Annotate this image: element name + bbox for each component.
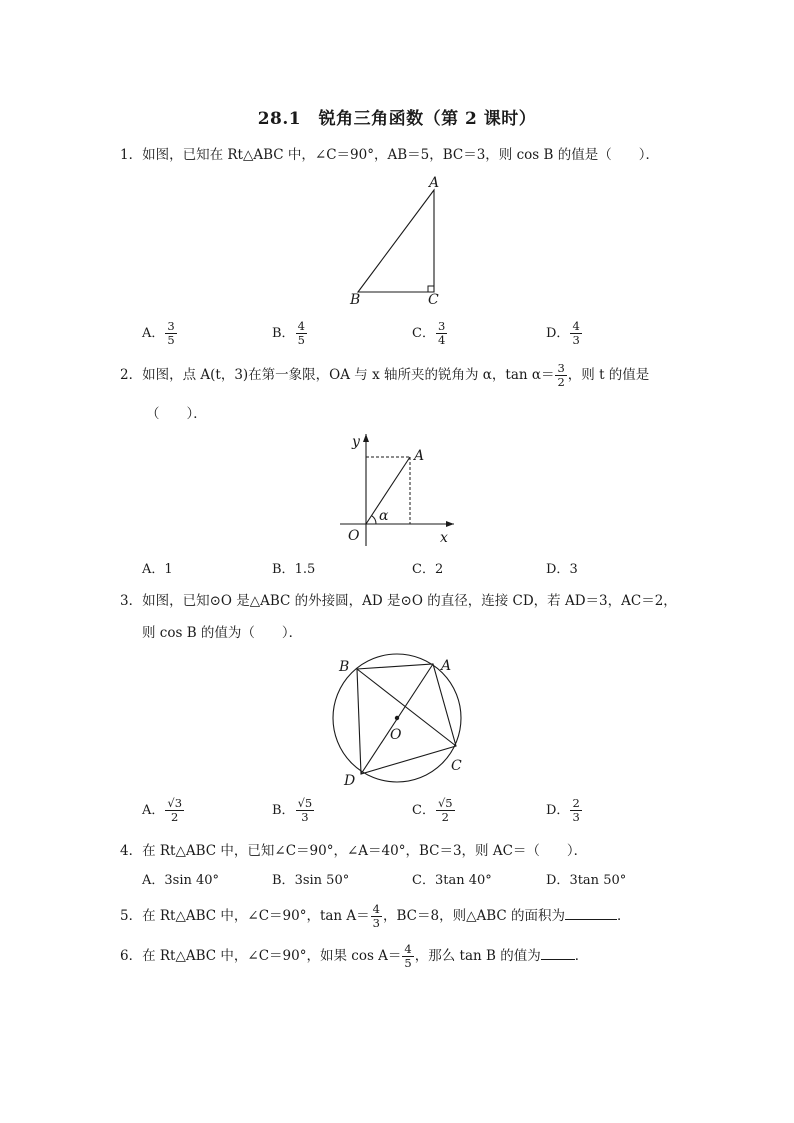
q3-option-b: B． $\frac{√5}{3}$ xyxy=(272,796,313,824)
q4-option-b: B．3sin 50° xyxy=(272,873,350,888)
label-o: O xyxy=(390,727,402,743)
q2-option-c: C．2 xyxy=(412,562,444,577)
q2-option-b: B．1.5 xyxy=(272,562,316,577)
angle-arc xyxy=(372,516,377,524)
question-2-text: 2．如图，点 A(t，3)在第一象限，OA 与 x 轴所夹的锐角为 α，tan α＝ $\frac{3}{2}$ ，则 t 的值是 xyxy=(120,361,650,389)
q1-option-a: A． $\frac{3}{5}$ xyxy=(142,319,175,347)
q2-coordinate-figure xyxy=(336,430,461,550)
question-6-text: 6．在 Rt△ABC 中，∠C＝90°，如果 cos A＝ $\frac{4}{5}$ ，那么 tan B 的值为 ． xyxy=(120,942,589,970)
label-a: A xyxy=(414,448,425,464)
label-o: O xyxy=(348,528,360,544)
q1-option-c: C． $\frac{3}{4}$ xyxy=(412,319,446,347)
q4-option-c: C．3tan 40° xyxy=(412,873,492,888)
q2-option-a: A．1 xyxy=(142,562,173,577)
label-c: C xyxy=(451,758,462,774)
center-point xyxy=(395,716,399,720)
q3-circle-figure xyxy=(322,650,482,792)
answer-blank-6[interactable] xyxy=(541,945,575,960)
triangle-abc xyxy=(358,190,434,292)
segment-bc xyxy=(357,669,456,746)
label-a: A xyxy=(429,175,440,191)
y-axis-arrow xyxy=(363,434,369,442)
q4-option-a: A．3sin 40° xyxy=(142,873,220,888)
answer-blank-5[interactable] xyxy=(565,905,617,920)
q3-option-a: A． $\frac{√3}{2}$ xyxy=(142,796,183,824)
label-alpha: α xyxy=(379,508,389,524)
label-a: A xyxy=(441,658,452,674)
question-3-line2: 则 cos B 的值为（ ）． xyxy=(142,625,303,641)
question-4-text: 4．在 Rt△ABC 中，已知∠C＝90°，∠A＝40°，BC＝3，则 AC＝（ ）． xyxy=(120,843,588,859)
page-title: 28.1 锐角三角函数（第 2 课时） xyxy=(257,109,537,129)
label-b: B xyxy=(350,292,361,308)
label-x: x xyxy=(440,530,448,546)
q1-option-b: B． $\frac{4}{5}$ xyxy=(272,319,305,347)
q1-triangle-figure xyxy=(340,170,450,310)
q3-option-c: C． $\frac{√5}{2}$ xyxy=(412,796,453,824)
question-1-text: 1．如图，已知在 Rt△ABC 中，∠C＝90°，AB＝5，BC＝3，则 cos B 的值是（ ）． xyxy=(120,147,659,163)
question-3-line1: 3．如图，已知⊙O 是△ABC 的外接圆，AD 是⊙O 的直径，连接 CD，若 AD＝3，AC＝2， xyxy=(120,593,677,609)
q4-option-d: D．3tan 50° xyxy=(546,873,627,888)
q1-option-d: D． $\frac{4}{3}$ xyxy=(546,319,580,347)
question-2-paren: （ ）． xyxy=(146,406,207,422)
question-5-text: 5．在 Rt△ABC 中，∠C＝90°，tan A＝ $\frac{4}{3}$ ，BC＝8，则△ABC 的面积为 ． xyxy=(120,902,631,930)
x-axis-arrow xyxy=(446,521,454,527)
label-d: D xyxy=(344,773,356,789)
label-y: y xyxy=(352,434,360,450)
label-c: C xyxy=(428,292,439,308)
q2-option-d: D．3 xyxy=(546,562,578,577)
label-b: B xyxy=(339,659,350,675)
q3-option-d: D． $\frac{2}{3}$ xyxy=(546,796,580,824)
